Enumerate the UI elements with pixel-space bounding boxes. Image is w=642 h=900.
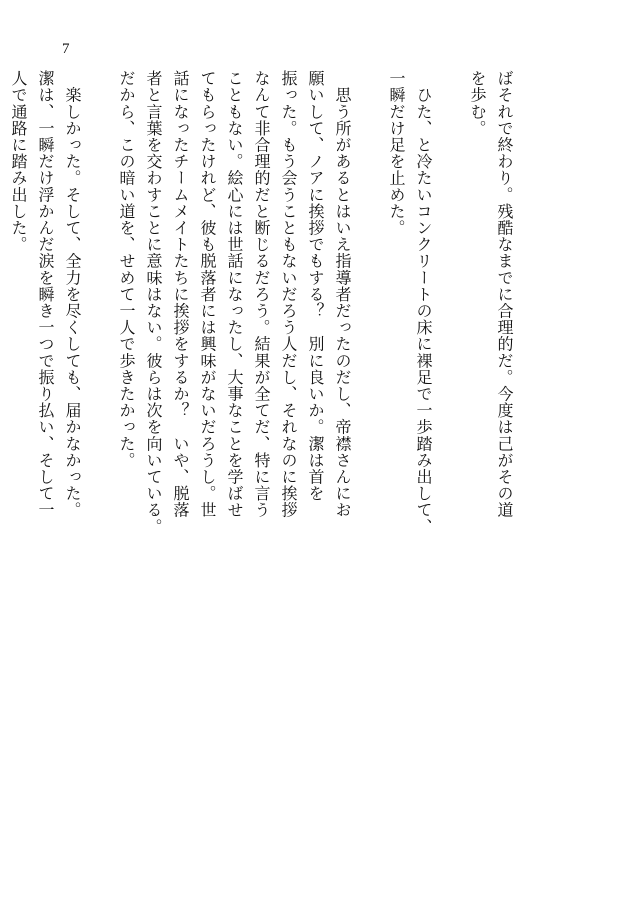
paragraph: ばそれで終わり。残酷なまでに合理的だ。今度は己がその道 を歩む。 [468, 70, 514, 519]
page-number: 7 [62, 41, 70, 57]
paragraph: 楽しかった。そして、全力を尽くしても、届かなかった。 潔は、一瞬だけ浮かんだ涙を瞬き一つで振り払い、そして一 人で通路に踏み出した。 [9, 70, 82, 519]
paragraph: 思う所があるとはいえ指導者だったのだし、帝襟さんにお 願いして、ノアに挨拶でもする？ 別に良いか。潔は首を 振った。もう会うこともないだろう人だし、それなのに挨拶 なんて非合理的だと断じるだろう。結果が全てだ、特に言う こともない。絵心には世話になったし、大事なことを学ばせ てもらったけれど、彼も脱落者には興味がないだろうし。世 話になったチームメイトたちに挨拶をするか？ いや、脱落 者と言葉を交わすことに意味はない。彼らは次を向いている。 だから、この暗い道を、せめて一人で歩きたかった。 [117, 70, 352, 535]
vertical-text-block [9, 70, 545, 710]
paragraph: ひた、と冷たいコンクリートの床に裸足で一歩踏み出して、 一瞬だけ足を止めた。 [387, 70, 433, 535]
